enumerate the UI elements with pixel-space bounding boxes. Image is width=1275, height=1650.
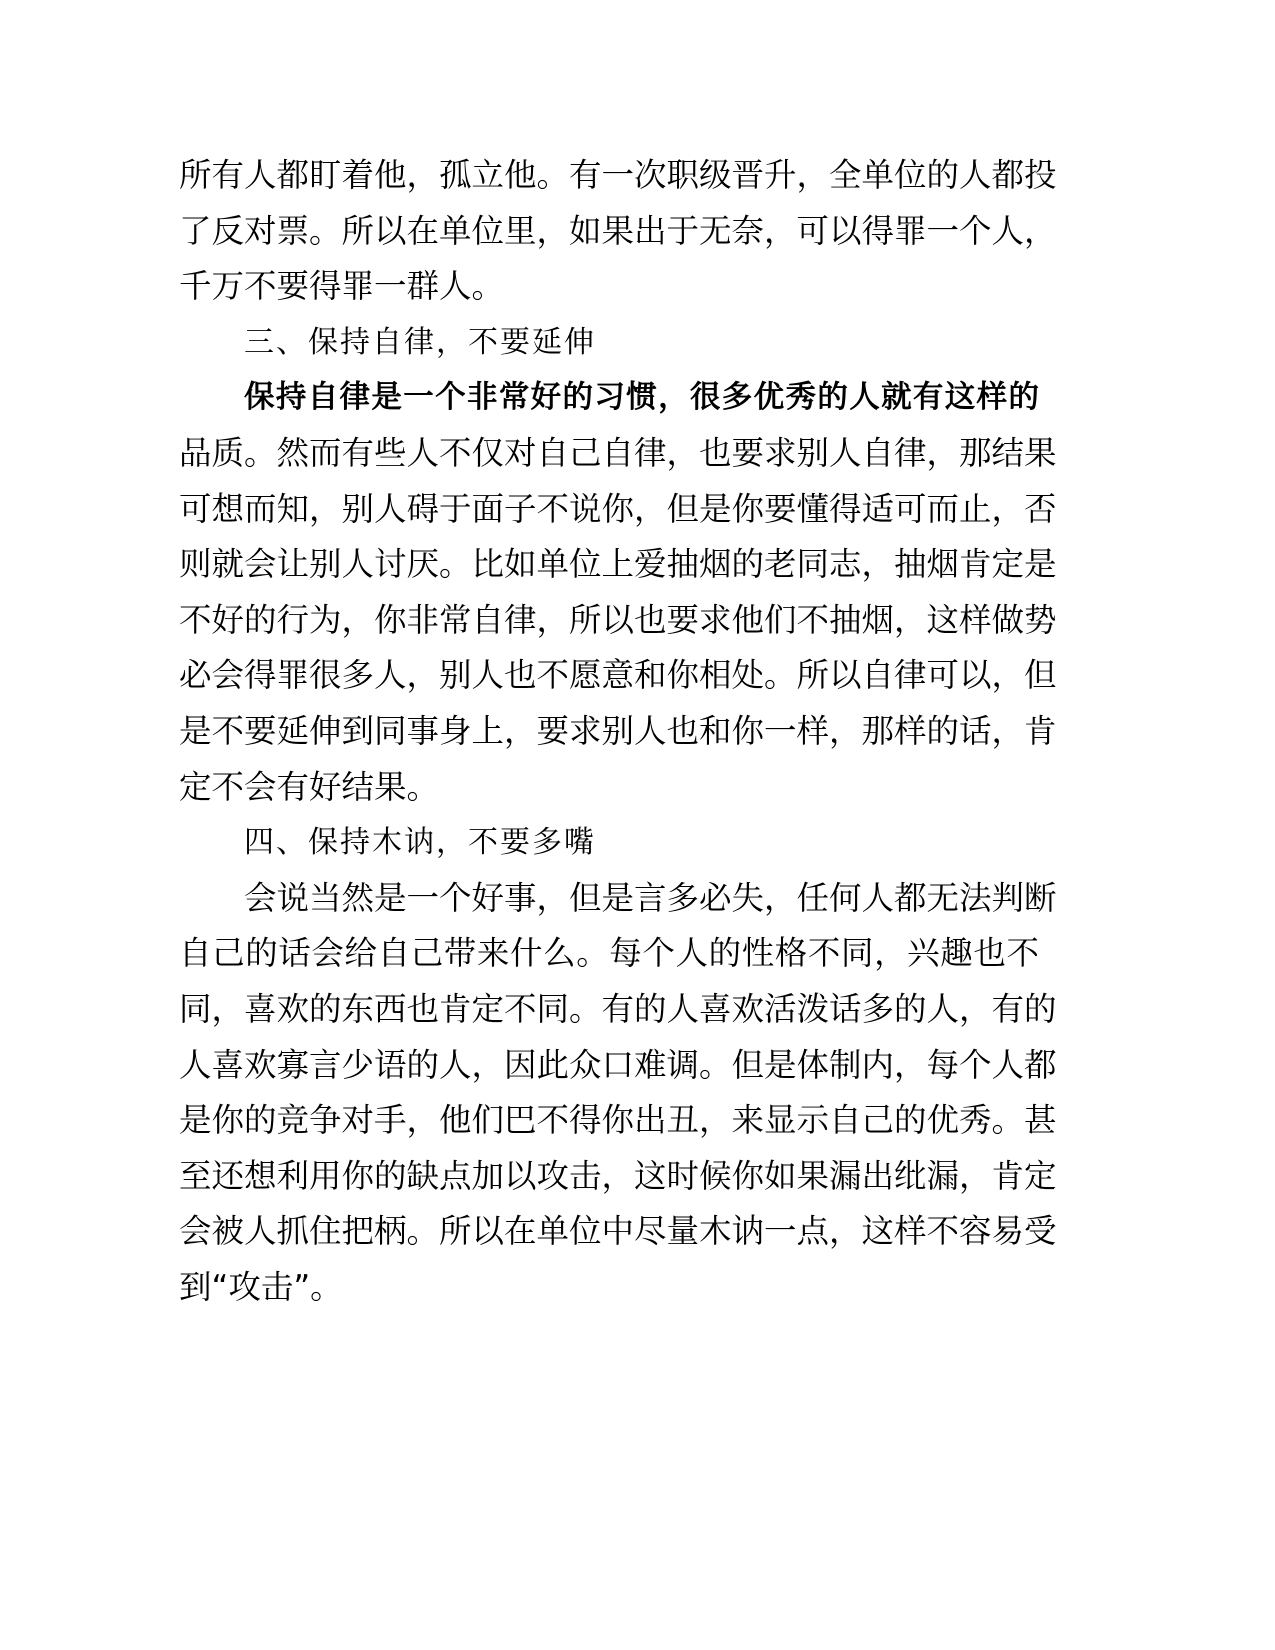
paragraph-line: 是你的竞争对手，他们巴不得你出丑，来显示自己的优秀。甚 bbox=[179, 1101, 1057, 1140]
paragraph-line: 自己的话会给自己带来什么。每个人的性格不同，兴趣也不 bbox=[179, 934, 1039, 973]
section-heading: 三、保持自律，不要延伸 bbox=[244, 324, 596, 360]
paragraph-line: 到“攻击”。 bbox=[179, 1267, 343, 1306]
document-page bbox=[179, 148, 1057, 1315]
paragraph-line: 所有人都盯着他，孤立他。有一次职级晋升，全单位的人都投 bbox=[179, 156, 1057, 194]
paragraph-line: 保持自律是一个非常好的习惯，很多优秀的人就有这样的 bbox=[244, 380, 1039, 416]
paragraph-line: 会被人抓住把柄。所以在单位中尽量木讷一点，这样不容易受 bbox=[179, 1212, 1057, 1251]
paragraph-line: 则就会让别人讨厌。比如单位上爱抽烟的老同志，抽烟肯定是 bbox=[179, 545, 1057, 584]
paragraph-line: 品质。然而有些人不仅对自己自律，也要求别人自律，那结果 bbox=[179, 433, 1057, 472]
paragraph-line: 会说当然是一个好事，但是言多必失，任何人都无法判断 bbox=[244, 878, 1057, 917]
paragraph-line: 至还想利用你的缺点加以攻击，这时候你如果漏出纰漏，肯定 bbox=[179, 1156, 1057, 1195]
paragraph-line: 同，喜欢的东西也肯定不同。有的人喜欢活泼话多的人，有的 bbox=[179, 989, 1057, 1028]
paragraph-line: 不好的行为，你非常自律，所以也要求他们不抽烟，这样做势 bbox=[179, 600, 1057, 639]
paragraph-line: 了反对票。所以在单位里，如果出于无奈，可以得罪一个人， bbox=[179, 211, 1057, 250]
paragraph-line: 千万不要得罪一群人。 bbox=[179, 267, 505, 306]
paragraph-line: 可想而知，别人碍于面子不说你，但是你要懂得适可而止，否 bbox=[179, 489, 1057, 528]
paragraph-line: 必会得罪很多人，别人也不愿意和你相处。所以自律可以，但 bbox=[179, 656, 1057, 695]
section-heading: 四、保持木讷，不要多嘴 bbox=[244, 825, 596, 861]
paragraph-line: 人喜欢寡言少语的人，因此众口难调。但是体制内，每个人都 bbox=[179, 1045, 1057, 1084]
paragraph-line: 定不会有好结果。 bbox=[179, 767, 440, 806]
paragraph-line: 是不要延伸到同事身上，要求别人也和你一样，那样的话，肯 bbox=[179, 711, 1057, 750]
